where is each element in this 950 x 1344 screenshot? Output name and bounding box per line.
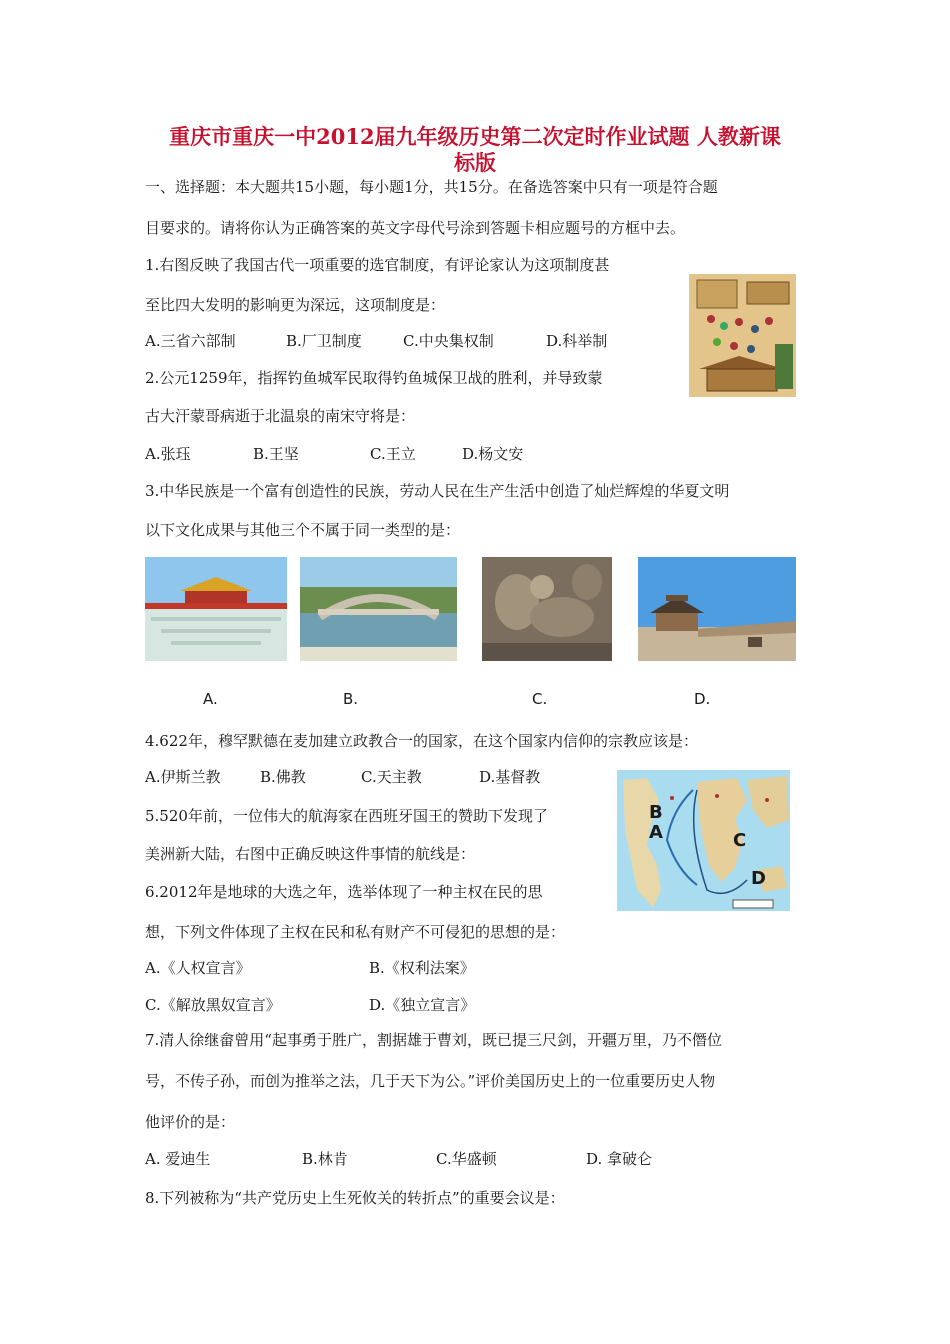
q7-stem-line-2: 号，不传子孙，而创为推举之法，几于天下为公。”评价美国历史上的一位重要历史人物 <box>145 1072 716 1090</box>
q7-option-d: D. 拿破仑 <box>586 1150 653 1168</box>
q1-option-a: A.三省六部制 <box>145 332 236 350</box>
q4-option-b: B.佛教 <box>260 768 306 786</box>
zhaozhou-bridge-image <box>300 557 457 661</box>
q3-stem-line-1: 3.中华民族是一个富有创造性的民族，劳动人民在生产生活中创造了灿烂辉煌的华夏文明 <box>145 482 730 500</box>
q7-stem-line-1: 7.清人徐继畲曾用“起事勇于胜广，割据雄于曹刘，既已提三尺剑，开疆万里，乃不僭位 <box>145 1031 722 1049</box>
q5-stem-line-2: 美洲新大陆，右图中正确反映这件事情的航线是： <box>145 845 476 863</box>
q3-caption-a: A. <box>203 690 218 708</box>
q3-caption-b: B. <box>343 690 359 708</box>
q5-stem-line-1: 5.520年前，一位伟大的航海家在西班牙国王的赞助下发现了 <box>145 807 548 825</box>
q6-option-d: D.《独立宣言》 <box>369 996 476 1014</box>
q6-option-c: C.《解放黑奴宣言》 <box>145 996 281 1014</box>
q7-option-c: C.华盛顿 <box>436 1150 497 1168</box>
grotto-carving-image <box>482 557 612 661</box>
q7-option-a: A. 爱迪生 <box>145 1150 211 1168</box>
q7-stem-line-3: 他评价的是： <box>145 1113 236 1131</box>
q1-option-b: B.厂卫制度 <box>286 332 362 350</box>
q2-stem-line-1: 2.公元1259年，指挥钓鱼城军民取得钓鱼城保卫战的胜利，并导致蒙 <box>145 369 603 387</box>
map-label-d: D <box>751 868 766 889</box>
great-wall-fortress-image <box>638 557 796 661</box>
q2-option-a: A.张珏 <box>145 445 191 463</box>
map-label-a: A <box>649 822 663 843</box>
q4-option-d: D.基督教 <box>479 768 541 786</box>
q6-option-b: B.《权利法案》 <box>369 959 475 977</box>
q4-option-c: C.天主教 <box>361 768 422 786</box>
q2-stem-line-2: 古大汗蒙哥病逝于北温泉的南宋守将是： <box>145 407 416 425</box>
intro-line-1: 一、选择题：本大题共15小题，每小题1分，共15分。在备选答案中只有一项是符合题 <box>145 178 718 196</box>
q1-option-d: D.科举制 <box>546 332 608 350</box>
q6-stem-line-1: 6.2012年是地球的大选之年，选举体现了一种主权在民的思 <box>145 883 543 901</box>
q2-option-b: B.王坚 <box>253 445 299 463</box>
q1-option-c: C.中央集权制 <box>403 332 494 350</box>
q1-stem-line-2: 至比四大发明的影响更为深远，这项制度是： <box>145 296 446 314</box>
q4-option-a: A.伊斯兰教 <box>145 768 221 786</box>
forbidden-city-image <box>145 557 287 661</box>
q3-caption-d: D. <box>694 690 711 708</box>
title-line-1: 重庆市重庆一中2012届九年级历史第二次定时作业试题 人教新课 <box>169 124 781 149</box>
q3-stem-line-2: 以下文化成果与其他三个不属于同一类型的是： <box>145 521 461 539</box>
voyage-routes-map-image <box>617 770 790 911</box>
q4-stem: 4.622年，穆罕默德在麦加建立政教合一的国家，在这个国家内信仰的宗教应该是： <box>145 732 698 750</box>
document-title <box>120 124 830 176</box>
q2-option-d: D.杨文安 <box>462 445 524 463</box>
title-line-2: 标版 <box>454 150 496 175</box>
q7-option-b: B.林肯 <box>302 1150 348 1168</box>
imperial-exam-painting-image <box>689 274 796 397</box>
q3-caption-c: C. <box>532 690 548 708</box>
q1-stem-line-1: 1.右图反映了我国古代一项重要的选官制度，有评论家认为这项制度甚 <box>145 256 610 274</box>
intro-line-2: 目要求的。请将你认为正确答案的英文字母代号涂到答题卡相应题号的方框中去。 <box>145 219 686 237</box>
q2-option-c: C.王立 <box>370 445 416 463</box>
q6-stem-line-2: 想，下列文件体现了主权在民和私有财产不可侵犯的思想的是： <box>145 923 566 941</box>
q6-option-a: A.《人权宣言》 <box>145 959 251 977</box>
map-label-b: B <box>649 802 663 823</box>
q8-stem: 8.下列被称为“共产党历史上生死攸关的转折点”的重要会议是： <box>145 1189 565 1207</box>
map-label-c: C <box>733 830 747 851</box>
